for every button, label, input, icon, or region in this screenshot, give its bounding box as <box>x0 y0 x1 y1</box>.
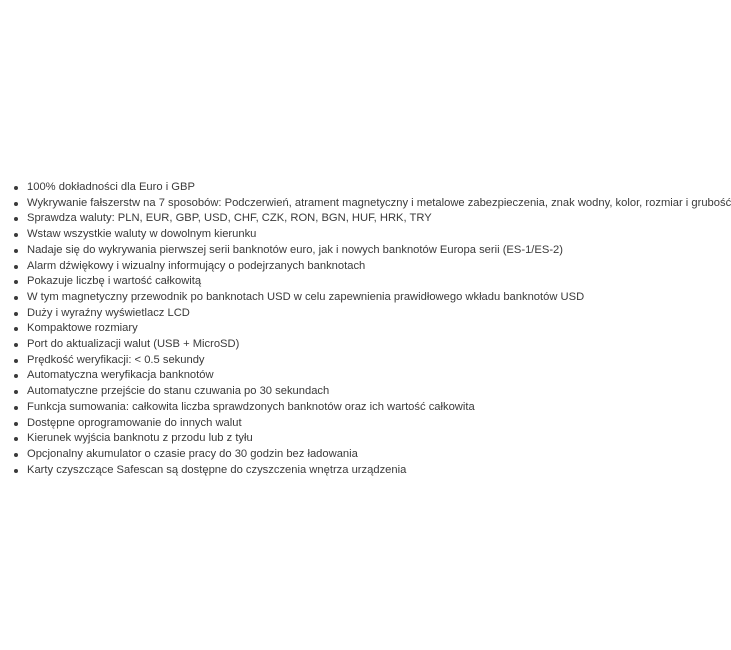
feature-text: Automatyczne przejście do stanu czuwania po 30 sekundach <box>27 385 330 398</box>
bullet-icon <box>14 453 18 457</box>
list-item <box>27 196 731 212</box>
feature-text: Kompaktowe rozmiary <box>27 322 138 335</box>
bullet-icon <box>14 422 18 426</box>
list-item <box>27 353 647 369</box>
feature-text: Port do aktualizacji walut (USB + MicroSD) <box>27 338 240 351</box>
list-item <box>27 243 647 259</box>
list-item <box>27 180 647 196</box>
bullet-icon <box>14 343 18 347</box>
bullet-icon <box>14 437 18 441</box>
list-item <box>27 416 647 432</box>
list-item <box>27 384 647 400</box>
feature-text: Prędkość weryfikacji: < 0.5 sekundy <box>27 353 205 366</box>
feature-text: Duży i wyraźny wyświetlacz LCD <box>27 306 190 319</box>
feature-text: Wstaw wszystkie waluty w dowolnym kierunku <box>27 228 257 241</box>
list-item <box>27 400 647 416</box>
feature-text: W tym magnetyczny przewodnik po banknotach USD w celu zapewnienia prawidłowego wkładu banknotów USD <box>27 290 585 303</box>
bullet-icon <box>14 469 18 473</box>
bullet-icon <box>14 186 18 190</box>
list-item <box>27 447 647 463</box>
list-item <box>27 306 647 322</box>
bullet-icon <box>14 359 18 363</box>
list-item <box>27 463 647 479</box>
feature-text: Wykrywanie fałszerstw na 7 sposobów: Podczerwień, atrament magnetyczny i metalowe zabezpieczenia, znak wodny, kolor, rozmiar i grubość <box>27 196 731 209</box>
bullet-icon <box>14 249 18 253</box>
feature-text: 100% dokładności dla Euro i GBP <box>27 181 195 193</box>
bullet-icon <box>14 217 18 221</box>
feature-text: Nadaje się do wykrywania pierwszej serii banknotów euro, jak i nowych banknotów Europa serii (ES-1/ES-2) <box>27 243 564 256</box>
feature-text: Automatyczna weryfikacja banknotów <box>27 369 214 382</box>
bullet-icon <box>14 265 18 269</box>
list-item <box>27 227 647 243</box>
bullet-icon <box>14 374 18 378</box>
feature-text: Sprawdza waluty: PLN, EUR, GBP, USD, CHF, CZK, RON, BGN, HUF, HRK, TRY <box>27 212 432 225</box>
feature-list <box>0 180 731 478</box>
bullet-icon <box>14 312 18 316</box>
list-item <box>27 368 647 384</box>
feature-text: Funkcja sumowania: całkowita liczba sprawdzonych banknotów oraz ich wartość całkowita <box>27 400 475 413</box>
feature-text: Dostępne oprogramowanie do innych walut <box>27 416 242 429</box>
bullet-icon <box>14 406 18 410</box>
list-item <box>27 290 647 306</box>
feature-text: Opcjonalny akumulator o czasie pracy do 30 godzin bez ładowania <box>27 447 358 460</box>
feature-text: Alarm dźwiękowy i wizualny informujący o podejrzanych banknotach <box>27 259 366 272</box>
list-item <box>27 259 647 275</box>
bullet-icon <box>14 296 18 300</box>
list-item <box>27 321 647 337</box>
list-item <box>27 274 647 290</box>
list-item <box>27 431 647 447</box>
bullet-icon <box>14 202 18 206</box>
bullet-icon <box>14 233 18 237</box>
bullet-icon <box>14 280 18 284</box>
feature-text: Pokazuje liczbę i wartość całkowitą <box>27 275 202 288</box>
feature-text: Karty czyszczące Safescan są dostępne do czyszczenia wnętrza urządzenia <box>27 463 407 476</box>
feature-text: Kierunek wyjścia banknotu z przodu lub z tyłu <box>27 432 253 445</box>
bullet-icon <box>14 327 18 331</box>
list-item <box>27 211 647 227</box>
bullet-icon <box>14 390 18 394</box>
list-item <box>27 337 647 353</box>
